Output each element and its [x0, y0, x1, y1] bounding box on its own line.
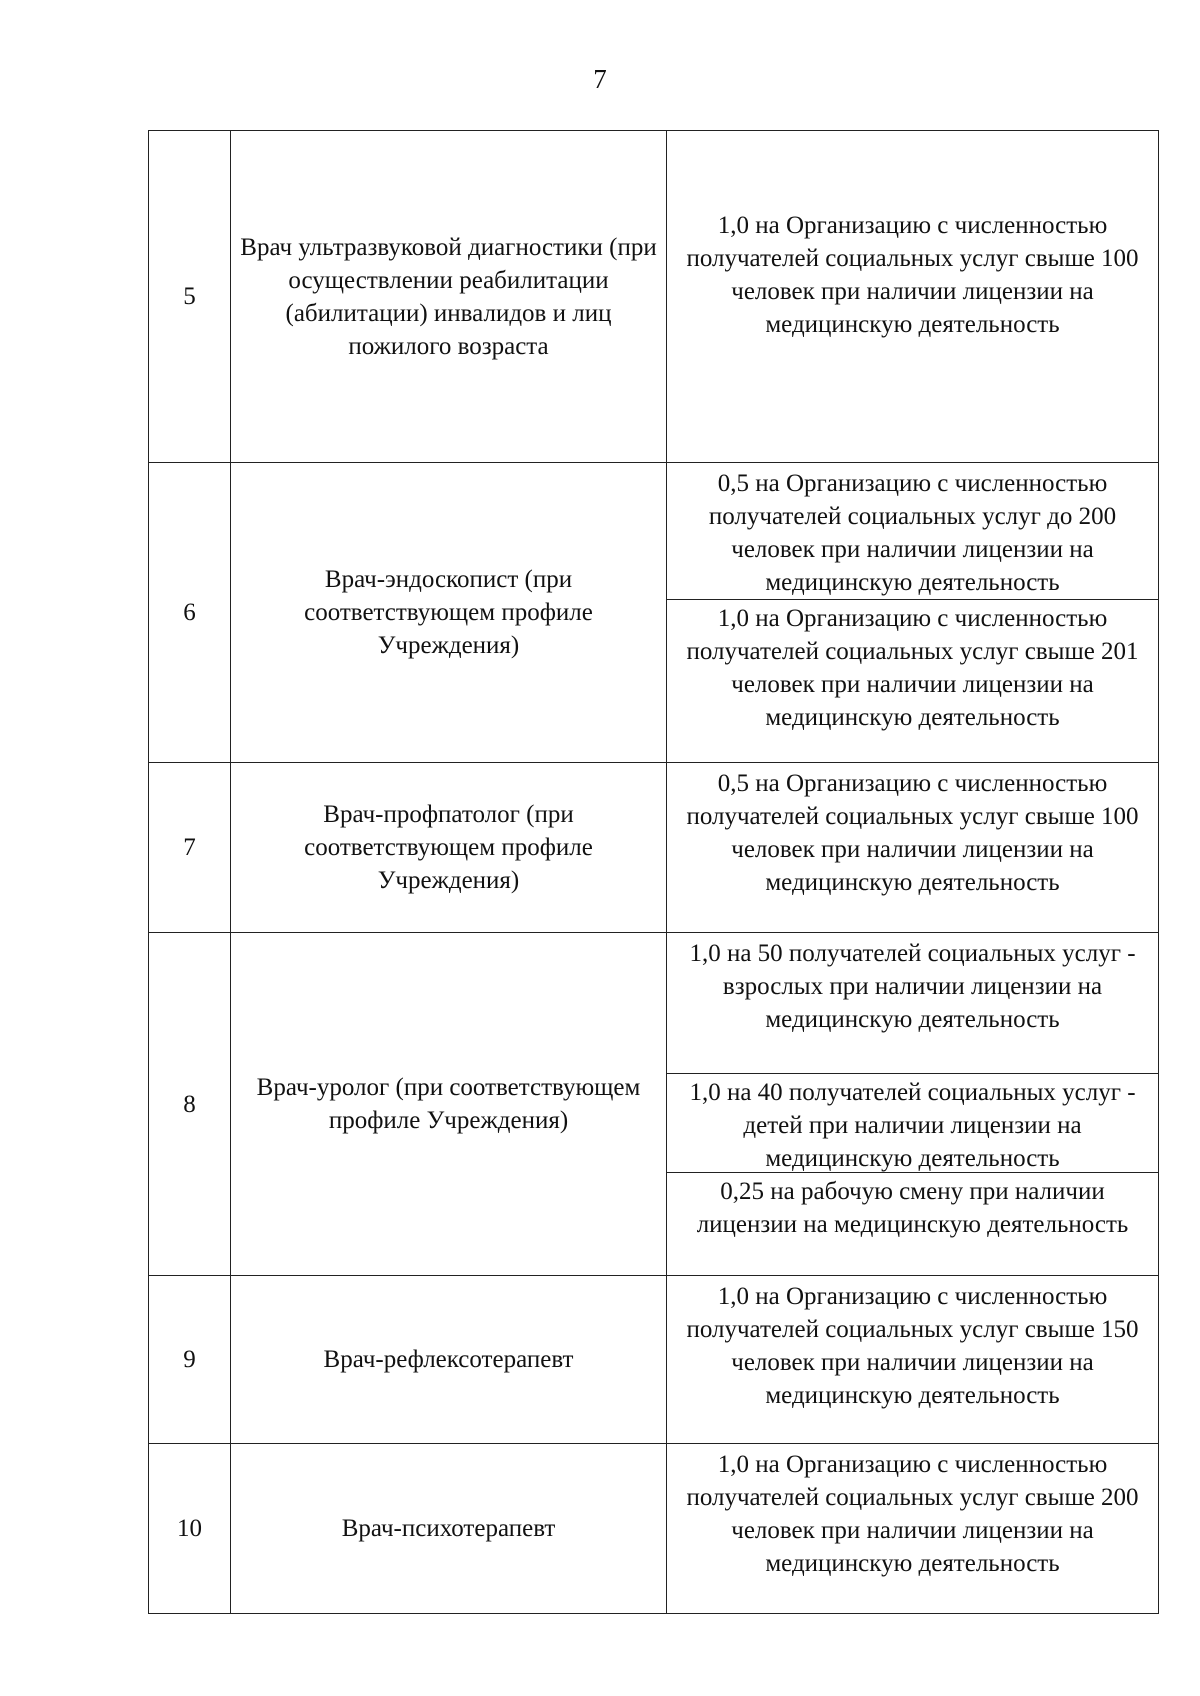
staffing-norm	[667, 463, 1158, 599]
staffing-norm	[667, 1073, 1158, 1172]
page-number: 7	[593, 64, 607, 94]
staffing-table	[148, 130, 1159, 1614]
position-title: Врач-рефлексотерапевт	[231, 1276, 667, 1444]
row-number: 10	[149, 1444, 231, 1614]
staffing-norm-text: 0,5 на Организацию с численностью получателей социальных услуг до 200 человек при наличии лицензии на медицинскую деятельность	[708, 470, 1117, 596]
staffing-norms	[667, 933, 1159, 1276]
row-number: 7	[149, 763, 231, 933]
table-row	[149, 463, 1159, 763]
staffing-norms	[667, 463, 1159, 763]
staffing-norm-text: 1,0 на 50 получателей социальных услуг - взрослых при наличии лицензии на медицинскую деятельность	[689, 940, 1136, 1033]
staffing-norm	[667, 767, 1158, 899]
position-title: Врач-профпатолог (при соответствующем профиле Учреждения)	[231, 763, 667, 933]
table-row	[149, 1444, 1159, 1614]
staffing-norm-text: 0,25 на рабочую смену при наличии лицензии на медицинскую деятельность	[696, 1178, 1129, 1238]
position-title: Врач-психотерапевт	[231, 1444, 667, 1614]
staffing-norm-text: 1,0 на Организацию с численностью получателей социальных услуг свыше 150 человек при наличии лицензии на медицинскую деятельность	[686, 1283, 1139, 1409]
staffing-norm	[667, 1172, 1158, 1275]
row-number: 5	[149, 131, 231, 463]
staffing-norm	[667, 1280, 1158, 1412]
staffing-norms	[667, 1276, 1159, 1444]
staffing-norms	[667, 763, 1159, 933]
staffing-norm-text: 1,0 на Организацию с численностью получателей социальных услуг свыше 201 человек при наличии лицензии на медицинскую деятельность	[686, 605, 1139, 731]
staffing-norm-text: 0,5 на Организацию с численностью получателей социальных услуг свыше 100 человек при наличии лицензии на медицинскую деятельность	[686, 770, 1139, 896]
position-title: Врач ультразвуковой диагностики (при осуществлении реабилитации (абилитации) инвалидов и лиц пожилого возраста	[231, 131, 667, 463]
table-row	[149, 131, 1159, 463]
row-number: 6	[149, 463, 231, 763]
staffing-norm	[667, 209, 1158, 341]
table-row	[149, 933, 1159, 1276]
position-title: Врач-эндоскопист (при соответствующем профиле Учреждения)	[231, 463, 667, 763]
row-number: 8	[149, 933, 231, 1276]
staffing-norms	[667, 1444, 1159, 1614]
row-number: 9	[149, 1276, 231, 1444]
table-row	[149, 1276, 1159, 1444]
position-title: Врач-уролог (при соответствующем профиле Учреждения)	[231, 933, 667, 1276]
staffing-norm	[667, 933, 1158, 1073]
staffing-norm-text: 1,0 на 40 получателей социальных услуг - детей при наличии лицензии на медицинскую деятельность	[689, 1079, 1136, 1172]
staffing-norm	[667, 599, 1158, 762]
staffing-norm-text: 1,0 на Организацию с численностью получателей социальных услуг свыше 200 человек при наличии лицензии на медицинскую деятельность	[686, 1451, 1139, 1577]
staffing-norm	[667, 1448, 1158, 1580]
staffing-norm-text: 1,0 на Организацию с численностью получателей социальных услуг свыше 100 человек при наличии лицензии на медицинскую деятельность	[686, 212, 1139, 338]
staffing-norms	[667, 131, 1159, 463]
table-row	[149, 763, 1159, 933]
